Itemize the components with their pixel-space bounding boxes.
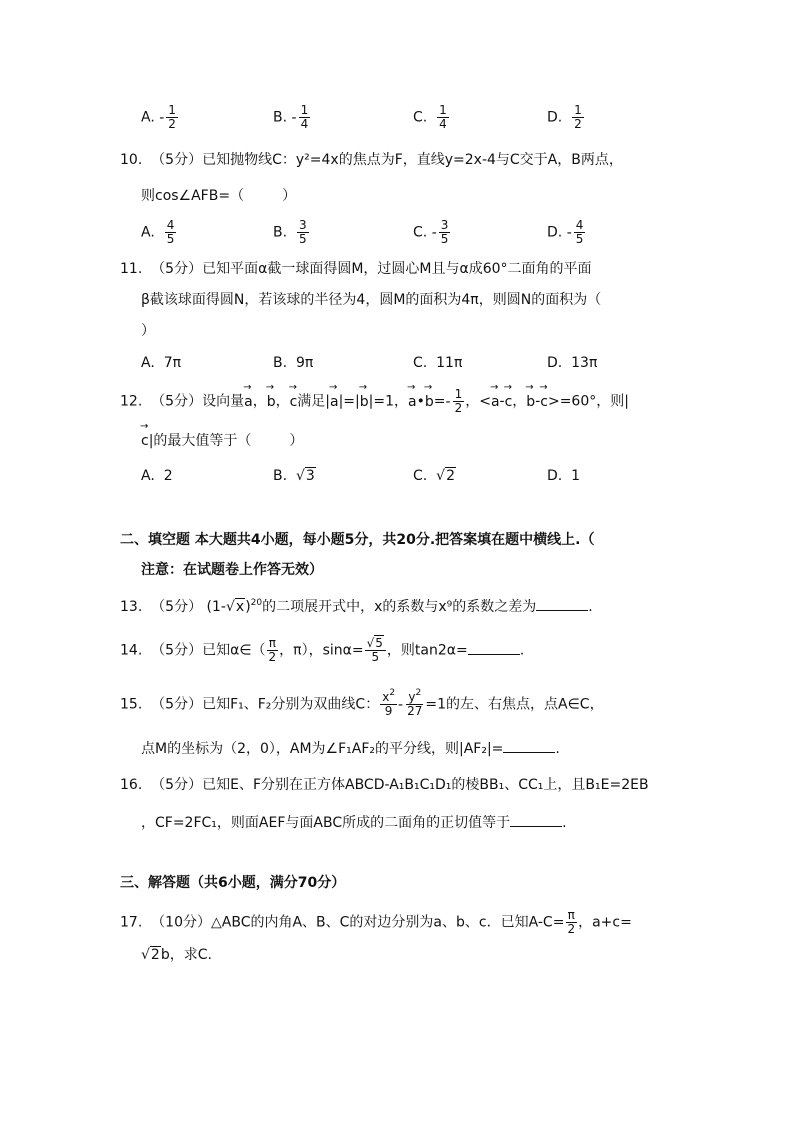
q10-option-c: C. - $\frac{3}{5}$ bbox=[413, 218, 449, 246]
fraction: $\frac{1}{4}$ bbox=[300, 103, 309, 131]
q12-line2: → c|的最大值等于（ ） bbox=[141, 432, 303, 450]
q11-line3: ） bbox=[141, 323, 155, 339]
fraction: $\frac{1}{2}$ bbox=[574, 103, 582, 131]
q12-option-b: B. √3 bbox=[273, 468, 315, 484]
q9-option-d: D. $\frac{1}{2}$ bbox=[547, 103, 582, 131]
q15-line2: 点M的坐标为（2，0），AM为∠F₁AF₂的平分线，则|AF₂|= . bbox=[141, 738, 560, 758]
q10-line2: 则cos∠AFB=（ ） bbox=[141, 188, 297, 204]
q14: 14. （5分）已知α∈（ $\frac{\pi}{2}$ ，π），sinα= $\frac{√5}{5}$ ，则tan2α= . bbox=[120, 636, 525, 664]
q11-line1: 11. （5分）已知平面α截一球面得圆M，过圆心M且与α成60°二面角的平面 bbox=[120, 261, 592, 277]
fraction: $\frac{1}{2}$ bbox=[168, 103, 176, 131]
q10-option-d: D. - $\frac{4}{5}$ bbox=[547, 218, 584, 246]
q12-option-d: D. 1 bbox=[547, 468, 581, 484]
q16-line2: ，CF=2FC₁，则面AEF与面ABC所成的二面角的正切值等于 . bbox=[141, 812, 567, 832]
q12-line1: 12. （5分）设向量→ a，→ b，→ c满足|→ a|=|→ b|=1，→ a•→ b=- $\frac{1}{2}$ ，<→ a-→ c，→ b-→ c>=60°，则| bbox=[120, 388, 629, 415]
q9-option-a: A. - $\frac{1}{2}$ bbox=[141, 103, 176, 131]
q12-option-c: C. √2 bbox=[413, 468, 455, 484]
q17-line2: √2b，求C. bbox=[141, 947, 212, 963]
q11-option-c: C. 11π bbox=[413, 355, 463, 371]
q11-option-a: A. 7π bbox=[141, 355, 182, 371]
q13: 13. （5分） $(1-√x)^{20}$的二项展开式中，x的系数与x⁹的系数之差为 . bbox=[120, 598, 593, 615]
q11-option-b: B. 9π bbox=[273, 355, 314, 371]
section-3-title: 三、解答题（共6小题，满分70分） bbox=[120, 875, 346, 891]
q15-line1: 15. （5分）已知F₁、F₂分别为双曲线C： $\frac{x^2}{9}$ - $\frac{y^2}{27}$ =1的左、右焦点，点A∈C， bbox=[120, 688, 604, 718]
q16-line1: 16. （5分）已知E、F分别在正方体ABCD-A₁B₁C₁D₁的棱BB₁、CC₁上，且B₁E=2EB bbox=[120, 777, 649, 793]
q11-line2: β截该球面得圆N，若该球的半径为4，圆M的面积为4π，则圆N的面积为（ bbox=[141, 292, 602, 308]
q12-option-a: A. 2 bbox=[141, 468, 173, 484]
q10-option-a: A. $\frac{4}{5}$ bbox=[141, 218, 175, 246]
q9-option-c: C. $\frac{1}{4}$ bbox=[413, 103, 447, 131]
fraction: $\frac{1}{4}$ bbox=[439, 103, 447, 131]
section-2-title: 二、填空题 本大题共4小题，每小题5分，共20分.把答案填在题中横线上.（ bbox=[120, 532, 595, 548]
q11-option-d: D. 13π bbox=[547, 355, 598, 371]
q10-line1: 10. （5分）已知抛物线C：y²=4x的焦点为F，直线y=2x-4与C交于A，B两点， bbox=[120, 152, 623, 168]
q9-option-b: B. - $\frac{1}{4}$ bbox=[273, 103, 309, 131]
q17-line1: 17. （10分）△ABC的内角A、B、C的对边分别为a、b、c．已知A-C= $\frac{\pi}{2}$ ，a+c= bbox=[120, 908, 632, 936]
q10-option-b: B. $\frac{3}{5}$ bbox=[273, 218, 307, 246]
section-2-note: 注意：在试题卷上作答无效） bbox=[141, 562, 323, 578]
